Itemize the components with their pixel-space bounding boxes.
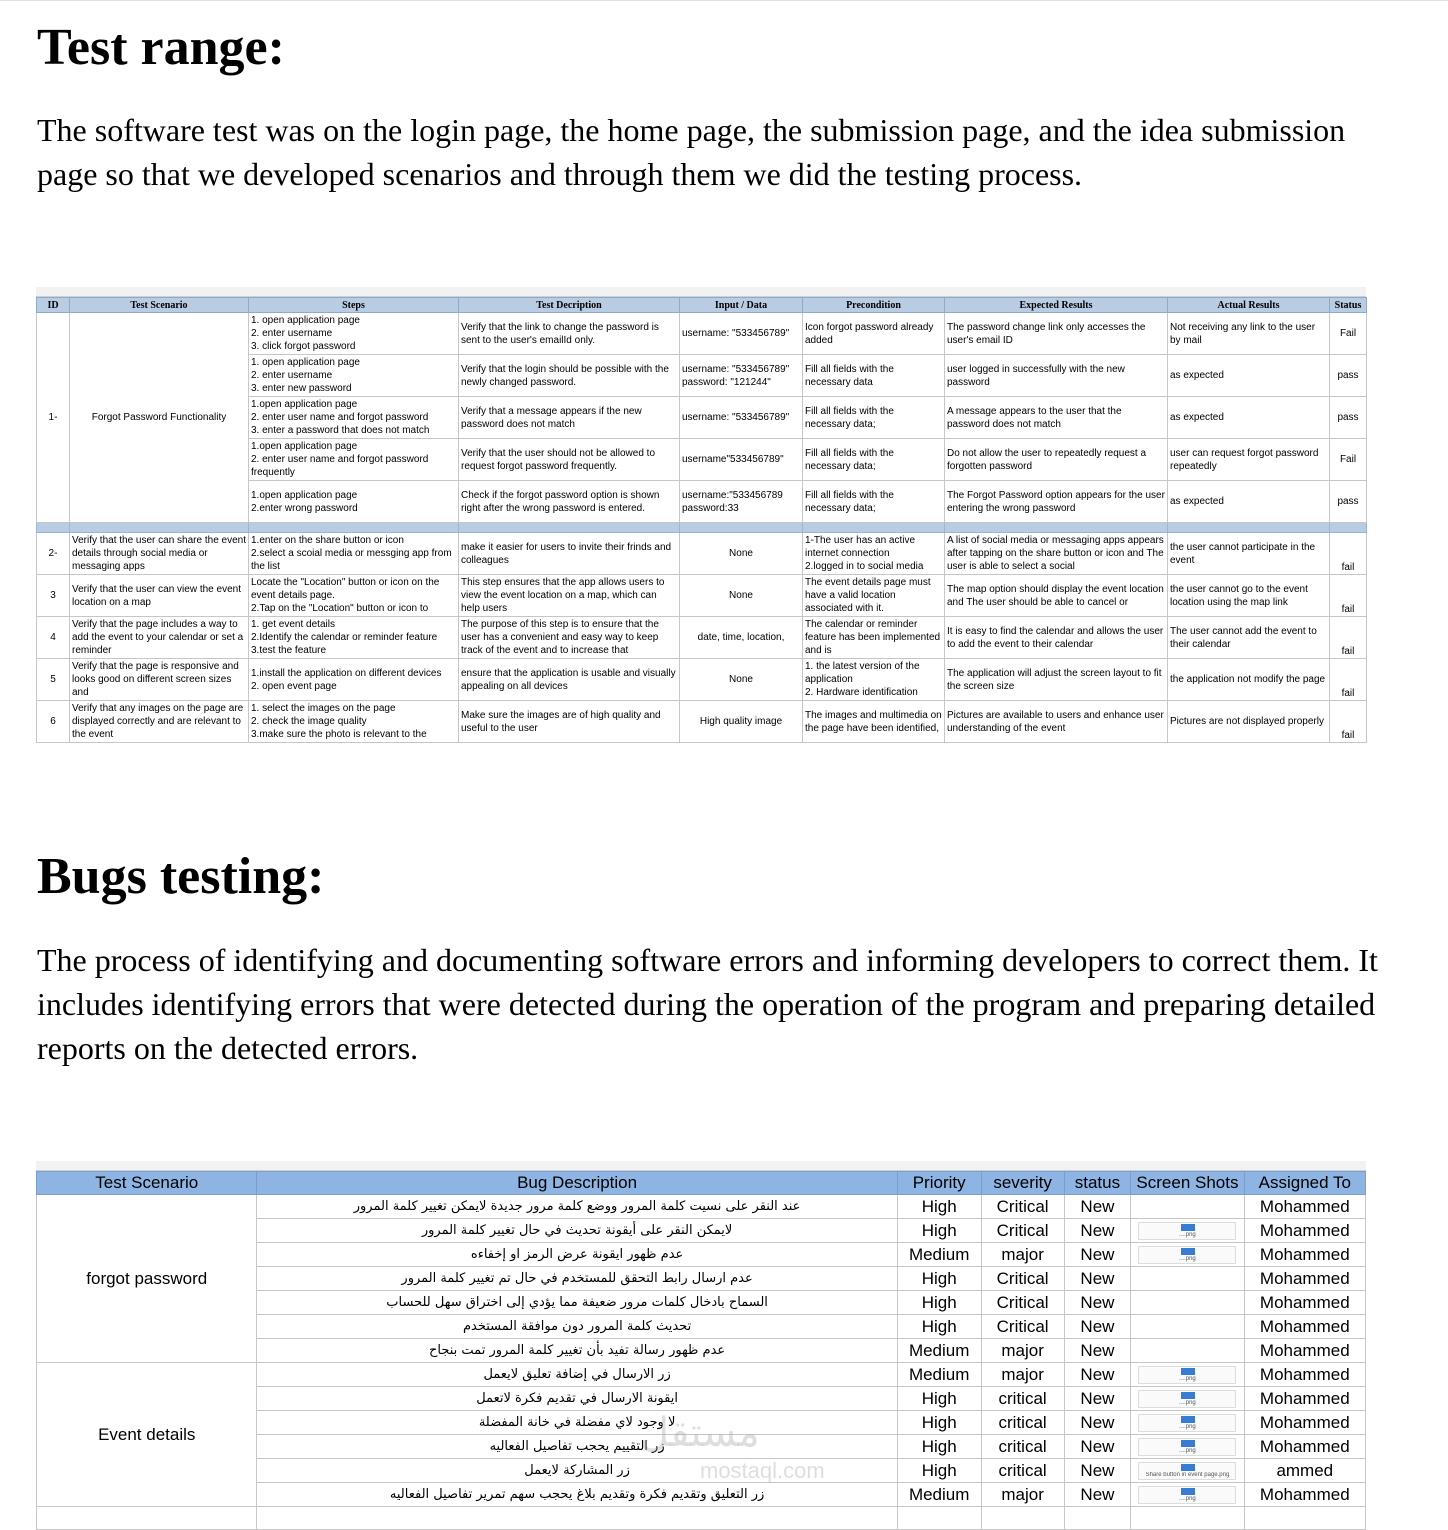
bug-severity: major [981,1243,1064,1267]
bug-priority: High [897,1267,981,1291]
column-letter-strip [36,1161,1366,1171]
bugs-table [36,1171,1366,1530]
bug-screenshot [1131,1195,1244,1219]
expected-results-cell: The application will adjust the screen layout to fit the screen size [945,659,1168,701]
actual-results-cell: the user cannot participate in the event [1168,533,1330,575]
image-icon [1181,1368,1195,1375]
input-data-cell: username: "533456789" [680,313,803,355]
screenshot-thumbnail[interactable] [1138,1246,1236,1264]
bug-priority: High [897,1411,981,1435]
expected-results-cell: A list of social media or messaging apps appears after tapping on the share button or icon and The user is able to select a social [945,533,1168,575]
header-test-description: Test Decription [459,298,680,313]
image-icon [1181,1416,1195,1423]
bug-assigned-to: Mohammed [1244,1267,1365,1291]
bug-status: New [1064,1315,1131,1339]
screenshot-thumbnail[interactable] [1138,1462,1236,1480]
bug-screenshot [1131,1459,1244,1483]
bug-row [37,1195,1366,1219]
description-cell: Verify that a message appears if the new password does not match [459,397,680,439]
steps-cell: 1.open application page 2.enter wrong password [249,481,459,523]
bug-description: زر التعليق وتقديم فكرة وتقديم بلاغ يحجب سهم تمرير تفاصيل الفعاليه [257,1483,897,1507]
description-cell: Verify that the user should not be allowed to request forgot password frequently. [459,439,680,481]
test-case-row [37,659,1367,701]
input-data-cell: username:"533456789 password:33 [680,481,803,523]
header-steps: Steps [249,298,459,313]
steps-cell: 1. open application page 2. enter username 3. enter new password [249,355,459,397]
bug-severity: critical [981,1411,1064,1435]
bug-assigned-to: Mohammed [1244,1339,1365,1363]
bug-screenshot [1131,1363,1244,1387]
separator-cell [1168,523,1330,533]
bug-screenshot [1131,1267,1244,1291]
bug-priority: High [897,1219,981,1243]
header-severity: severity [981,1172,1064,1195]
screenshot-thumbnail[interactable] [1138,1390,1236,1408]
test-case-id: 5 [37,659,70,701]
bugs-testing-paragraph: The process of identifying and documenting software errors and informing developers to correct them. It includes identifying errors that were detected during the operation of the program and preparing detailed reports on the detected errors. [37,942,1378,1066]
bug-severity: Critical [981,1291,1064,1315]
bug-row [37,1363,1366,1387]
actual-results-cell: Pictures are not displayed properly [1168,701,1330,743]
bug-description: السماح بادخال كلمات مرور ضعيفة مما يؤدي إلى اختراق سهل للحساب [257,1291,897,1315]
actual-results-cell: as expected [1168,397,1330,439]
bug-status: New [1064,1291,1131,1315]
precondition-cell: Fill all fields with the necessary data; [803,439,945,481]
steps-cell: 1.install the application on different devices 2. open event page [249,659,459,701]
input-data-cell: username: "533456789" [680,397,803,439]
bug-screenshot [1131,1387,1244,1411]
status-cell: pass [1330,397,1367,439]
header-screen-shots: Screen Shots [1131,1172,1244,1195]
bug-assigned-to: Mohammed [1244,1387,1365,1411]
precondition-cell: 1. the latest version of the application 2. Hardware identification [803,659,945,701]
description-cell: Verify that the login should be possible with the newly changed password. [459,355,680,397]
bugs-testing-title: Bugs testing: [37,848,325,905]
bug-severity: Critical [981,1219,1064,1243]
bug-severity: major [981,1339,1064,1363]
bug-assigned-to: Mohammed [1244,1363,1365,1387]
bug-description: عند النقر على نسيت كلمة المرور ووضع كلمة مرور جديدة لايمكن تغيير كلمة المرور [257,1195,897,1219]
image-icon [1181,1392,1195,1399]
empty-cell [257,1507,897,1530]
test-cases-table [36,297,1367,743]
bug-description: زر الارسال في إضافة تعليق لايعمل [257,1363,897,1387]
page-top-border [0,0,1448,1]
bug-screenshot [1131,1483,1244,1507]
precondition-cell: The calendar or reminder feature has been implemented and is [803,617,945,659]
separator-cell [680,523,803,533]
input-data-cell: username: "533456789" password: "121244" [680,355,803,397]
separator-cell [249,523,459,533]
bug-status: New [1064,1459,1131,1483]
bug-screenshot [1131,1219,1244,1243]
header-expected-results: Expected Results [945,298,1168,313]
actual-results-cell: Not receiving any link to the user by mail [1168,313,1330,355]
screenshot-filename: ....png [1179,1424,1196,1431]
test-case-id: 2- [37,533,70,575]
test-case-id: 4 [37,617,70,659]
bug-assigned-to: Mohammed [1244,1411,1365,1435]
screenshot-thumbnail[interactable] [1138,1414,1236,1432]
expected-results-cell: It is easy to find the calendar and allows the user to add the event to their calendar [945,617,1168,659]
screenshot-filename: ....png [1179,1376,1196,1383]
screenshot-filename: ....png [1179,1256,1196,1263]
test-scenario-cell: Verify that the page includes a way to add the event to your calendar or set a reminder [70,617,249,659]
status-cell: fail [1330,575,1367,617]
actual-results-cell: as expected [1168,355,1330,397]
screenshot-thumbnail[interactable] [1138,1222,1236,1240]
bug-priority: Medium [897,1363,981,1387]
bug-description: عدم ارسال رابط التحقق للمستخدم في حال تم تغيير كلمة المرور [257,1267,897,1291]
header-actual-results: Actual Results [1168,298,1330,313]
description-cell: Verify that the link to change the password is sent to the user's emailId only. [459,313,680,355]
empty-row [37,1507,1366,1530]
bug-description: زر المشاركة لايعمل [257,1459,897,1483]
bugs-header-row [37,1172,1366,1195]
header-test-scenario: Test Scenario [37,1172,257,1195]
bug-assigned-to: ammed [1244,1459,1365,1483]
steps-cell: 1.open application page 2. enter user name and forgot password frequently [249,439,459,481]
test-case-row [37,533,1367,575]
bug-description: لايمكن النقر على أيقونة تحديث في حال تغيير كلمة المرور [257,1219,897,1243]
bug-screenshot [1131,1339,1244,1363]
bug-severity: Critical [981,1195,1064,1219]
precondition-cell: Fill all fields with the necessary data; [803,481,945,523]
bug-screenshot [1131,1315,1244,1339]
expected-results-cell: Pictures are available to users and enhance user understanding of the event [945,701,1168,743]
bug-status: New [1064,1387,1131,1411]
bug-status: New [1064,1219,1131,1243]
bug-status: New [1064,1483,1131,1507]
actual-results-cell: the application not modify the page [1168,659,1330,701]
header-test-scenario: Test Scenario [70,298,249,313]
header-bug-description: Bug Description [257,1172,897,1195]
bug-status: New [1064,1267,1131,1291]
bug-status: New [1064,1339,1131,1363]
test-range-title: Test range: [37,19,285,76]
test-range-spreadsheet [36,287,1366,743]
bug-status: New [1064,1243,1131,1267]
screenshot-thumbnail[interactable] [1138,1366,1236,1384]
screenshot-filename: ....png [1179,1400,1196,1407]
bug-priority: High [897,1195,981,1219]
actual-results-cell: user can request forgot password repeatedly [1168,439,1330,481]
description-cell: This step ensures that the app allows users to view the event location on a map, which can help users [459,575,680,617]
bug-description: عدم ظهور ايقونة عرض الرمز او إخفاءه [257,1243,897,1267]
precondition-cell: Icon forgot password already added [803,313,945,355]
bug-severity: major [981,1483,1064,1507]
separator-cell [37,523,70,533]
bugs-spreadsheet [36,1161,1366,1530]
screenshot-filename: Share button in event page.png [1145,1472,1230,1479]
bug-screenshot [1131,1291,1244,1315]
bug-severity: Critical [981,1315,1064,1339]
steps-cell: 1.enter on the share button or icon 2.select a scoial media or messging app from the list [249,533,459,575]
bug-severity: critical [981,1459,1064,1483]
bug-assigned-to: Mohammed [1244,1219,1365,1243]
bug-description: زر التقييم يحجب تفاصيل الفعاليه [257,1435,897,1459]
status-cell: fail [1330,701,1367,743]
input-data-cell: None [680,575,803,617]
column-letter-strip [36,287,1366,297]
expected-results-cell: The Forgot Password option appears for the user entering the wrong password [945,481,1168,523]
watermark-url: mostaql.com [700,1458,825,1483]
empty-cell [1064,1507,1131,1530]
bug-severity: Critical [981,1267,1064,1291]
input-data-cell: username"533456789" [680,439,803,481]
test-scenario-cell: Verify that the user can share the event details through social media or messaging apps [70,533,249,575]
header-priority: Priority [897,1172,981,1195]
separator-cell [459,523,680,533]
input-data-cell: None [680,533,803,575]
screenshot-thumbnail[interactable] [1138,1438,1236,1456]
header-status: Status [1330,298,1367,313]
screenshot-filename: ....png [1179,1232,1196,1239]
actual-results-cell: The user cannot add the event to their calendar [1168,617,1330,659]
status-cell: pass [1330,481,1367,523]
bug-assigned-to: Mohammed [1244,1243,1365,1267]
watermark-logo: مستقل [640,1410,760,1456]
image-icon [1181,1224,1195,1231]
bug-priority: High [897,1459,981,1483]
bug-description: عدم ظهور رسالة تفيد بأن تغيير كلمة المرور تمت بنجاح [257,1339,897,1363]
actual-results-cell: as expected [1168,481,1330,523]
description-cell: The purpose of this step is to ensure that the user has a convenient and easy way to keep track of the event and to increase that [459,617,680,659]
bug-assigned-to: Mohammed [1244,1291,1365,1315]
bug-screenshot [1131,1411,1244,1435]
bug-description: ايقونة الارسال في تقديم فكرة لاتعمل [257,1387,897,1411]
bug-priority: High [897,1387,981,1411]
expected-results-cell: The map option should display the event location and The user should be able to cancel or [945,575,1168,617]
precondition-cell: The images and multimedia on the page have been identified, [803,701,945,743]
precondition-cell: Fill all fields with the necessary data; [803,397,945,439]
bug-assigned-to: Mohammed [1244,1195,1365,1219]
steps-cell: Locate the "Location" button or icon on the event details page. 2.Tap on the "Location" button or icon to [249,575,459,617]
steps-cell: 1. open application page 2. enter username 3. click forgot password [249,313,459,355]
header-input-data: Input / Data [680,298,803,313]
expected-results-cell: The password change link only accesses the user's email ID [945,313,1168,355]
actual-results-cell: the user cannot go to the event location using the map link [1168,575,1330,617]
bug-priority: Medium [897,1339,981,1363]
test-case-row [37,313,1367,355]
test-case-id: 1- [37,313,70,523]
test-scenario-cell: Forgot Password Functionality [70,313,249,523]
bug-priority: High [897,1435,981,1459]
status-cell: pass [1330,355,1367,397]
bug-status: New [1064,1411,1131,1435]
steps-cell: 1. select the images on the page 2. check the image quality 3.make sure the photo is relevant to the [249,701,459,743]
precondition-cell: 1-The user has an active internet connection 2.logged in to social media [803,533,945,575]
expected-results-cell: A message appears to the user that the password does not match [945,397,1168,439]
expected-results-cell: user logged in successfully with the new password [945,355,1168,397]
empty-cell [37,1507,257,1530]
test-case-id: 6 [37,701,70,743]
separator-cell [70,523,249,533]
bug-test-scenario: forgot password [37,1195,257,1363]
bug-severity: major [981,1363,1064,1387]
bug-screenshot [1131,1243,1244,1267]
test-scenario-cell: Verify that the user can view the event location on a map [70,575,249,617]
description-cell: ensure that the application is usable and visually appealing on all devices [459,659,680,701]
test-range-paragraph: The software test was on the login page, the home page, the submission page, and the idea submission page so that we developed scenarios and through them we did the testing process. [37,112,1346,192]
steps-cell: 1.open application page 2. enter user name and forgot password 3. enter a password that does not match [249,397,459,439]
bug-priority: High [897,1291,981,1315]
test-case-row [37,575,1367,617]
status-cell: Fail [1330,313,1367,355]
screenshot-filename: ....png [1179,1496,1196,1503]
empty-cell [1131,1507,1244,1530]
bug-severity: critical [981,1387,1064,1411]
description-cell: make it easier for users to invite their frinds and colleagues [459,533,680,575]
test-case-row [37,617,1367,659]
bug-priority: Medium [897,1243,981,1267]
header-status: status [1064,1172,1131,1195]
status-cell: fail [1330,659,1367,701]
expected-results-cell: Do not allow the user to repeatedly request a forgotten password [945,439,1168,481]
input-data-cell: None [680,659,803,701]
header-id: ID [37,298,70,313]
empty-cell [981,1507,1064,1530]
header-assigned-to: Assigned To [1244,1172,1365,1195]
test-scenario-cell: Verify that the page is responsive and looks good on different screen sizes and [70,659,249,701]
separator-row [37,523,1367,533]
separator-cell [803,523,945,533]
bug-assigned-to: Mohammed [1244,1315,1365,1339]
bug-status: New [1064,1363,1131,1387]
test-cases-header-row [37,298,1367,313]
image-icon [1181,1488,1195,1495]
separator-cell [1330,523,1367,533]
bug-assigned-to: Mohammed [1244,1483,1365,1507]
status-cell: Fail [1330,439,1367,481]
bug-description: لا وجود لاي مفضلة في خانة المفضلة [257,1411,897,1435]
bug-assigned-to: Mohammed [1244,1435,1365,1459]
header-precondition: Precondition [803,298,945,313]
bug-priority: High [897,1315,981,1339]
input-data-cell: date, time, location, [680,617,803,659]
image-icon [1181,1464,1195,1471]
bug-status: New [1064,1195,1131,1219]
screenshot-filename: ....png [1179,1448,1196,1455]
status-cell: fail [1330,617,1367,659]
input-data-cell: High quality image [680,701,803,743]
screenshot-thumbnail[interactable] [1138,1486,1236,1504]
status-cell: fail [1330,533,1367,575]
bug-test-scenario: Event details [37,1363,257,1507]
bug-description: تحديث كلمة المرور دون موافقة المستخدم [257,1315,897,1339]
bug-status: New [1064,1435,1131,1459]
description-cell: Make sure the images are of high quality and useful to the user [459,701,680,743]
empty-cell [1244,1507,1365,1530]
image-icon [1181,1248,1195,1255]
separator-cell [945,523,1168,533]
empty-cell [897,1507,981,1530]
bug-screenshot [1131,1435,1244,1459]
test-scenario-cell: Verify that any images on the page are displayed correctly and are relevant to the event [70,701,249,743]
image-icon [1181,1440,1195,1447]
bug-severity: critical [981,1435,1064,1459]
precondition-cell: Fill all fields with the necessary data [803,355,945,397]
test-case-id: 3 [37,575,70,617]
bug-priority: Medium [897,1483,981,1507]
steps-cell: 1. get event details 2.Identify the calendar or reminder feature 3.test the feature [249,617,459,659]
precondition-cell: The event details page must have a valid location associated with it. [803,575,945,617]
test-case-row [37,701,1367,743]
description-cell: Check if the forgot password option is shown right after the wrong password is entered. [459,481,680,523]
